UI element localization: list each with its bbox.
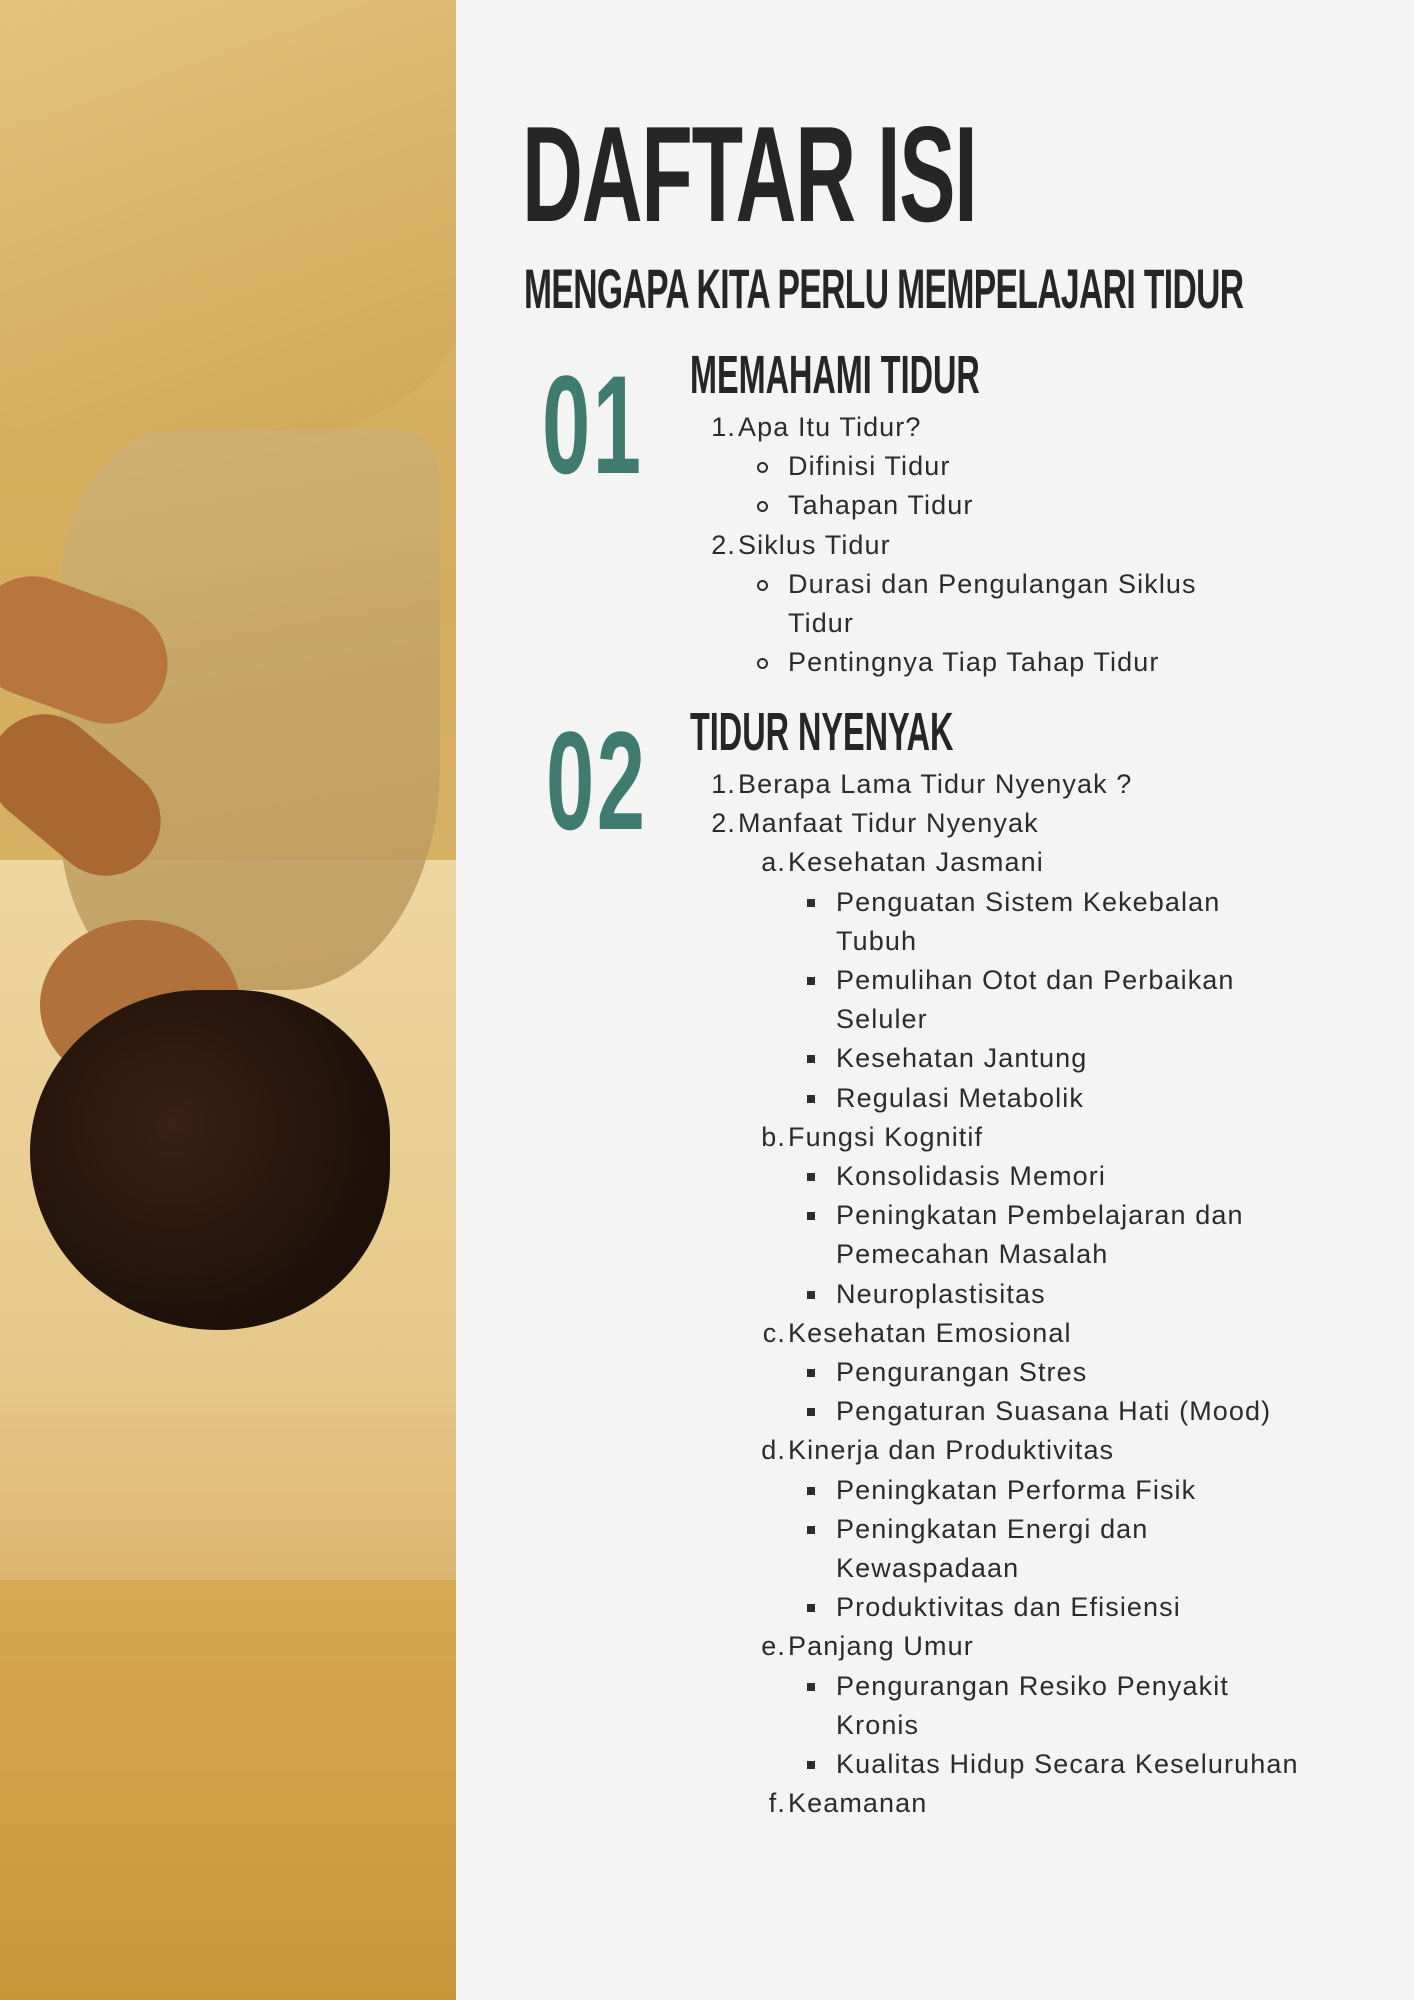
list-item[interactable]	[0, 408, 1414, 447]
square-bullet-icon	[807, 1369, 815, 1377]
blanket-shape	[0, 0, 456, 440]
list-item-label: Kesehatan Jasmani	[788, 847, 1044, 878]
list-marker: 1.	[711, 412, 736, 442]
list-item[interactable]	[0, 1196, 1414, 1274]
list-item[interactable]	[0, 1353, 1414, 1392]
list-item-label: Produktivitas dan Efisiensi	[836, 1592, 1181, 1623]
list-item[interactable]	[0, 1275, 1414, 1314]
list-item[interactable]	[0, 447, 1414, 486]
list-item[interactable]	[0, 804, 1414, 843]
list-item[interactable]	[0, 643, 1414, 682]
list-item-label: Panjang Umur	[788, 1631, 974, 1662]
list-item-label: Kualitas Hidup Secara Keseluruhan	[836, 1749, 1299, 1780]
list-item-label: Tahapan Tidur	[788, 490, 974, 521]
list-item-label: Difinisi Tidur	[788, 451, 951, 482]
list-item-label: Pemulihan Otot dan Perbaikan Seluler	[836, 965, 1235, 1035]
square-bullet-icon	[807, 1683, 815, 1691]
list-item[interactable]	[0, 1667, 1414, 1745]
list-item[interactable]	[0, 1039, 1414, 1078]
list-item[interactable]	[0, 961, 1414, 1039]
list-item-label: Durasi dan Pengulangan Siklus Tidur	[788, 568, 1197, 639]
section-2-list	[0, 765, 1414, 1823]
list-item[interactable]	[0, 1079, 1414, 1118]
section-title: TIDUR NYENYAK	[690, 702, 954, 762]
list-marker: a.	[761, 847, 786, 878]
list-item[interactable]	[0, 1745, 1414, 1784]
list-item[interactable]	[0, 1431, 1414, 1470]
list-marker: f.	[768, 1788, 786, 1819]
list-item[interactable]	[0, 1157, 1414, 1196]
list-marker: c.	[762, 1317, 786, 1348]
list-item-label: Apa Itu Tidur?	[738, 412, 922, 442]
section-title: MEMAHAMI TIDUR	[690, 345, 980, 405]
list-item-label: Neuroplastisitas	[836, 1278, 1046, 1309]
list-item-label: Siklus Tidur	[738, 529, 891, 560]
list-item[interactable]	[0, 883, 1414, 961]
square-bullet-icon	[807, 1055, 815, 1063]
list-item-label: Kinerja dan Produktivitas	[788, 1435, 1115, 1466]
list-item[interactable]	[0, 765, 1414, 804]
list-item-label: Peningkatan Energi dan Kewaspadaan	[836, 1513, 1149, 1584]
square-bullet-icon	[807, 1291, 815, 1299]
square-bullet-icon	[807, 1408, 815, 1416]
list-item-label: Pentingnya Tiap Tahap Tidur	[788, 647, 1160, 678]
circle-bullet-icon	[757, 462, 768, 473]
list-marker: 2.	[711, 808, 736, 839]
list-item[interactable]	[0, 1392, 1414, 1431]
square-bullet-icon	[807, 899, 815, 907]
list-item[interactable]	[0, 1588, 1414, 1627]
list-marker: d.	[761, 1435, 786, 1466]
list-marker: e.	[761, 1631, 786, 1662]
list-item-label: Pengurangan Stres	[836, 1357, 1088, 1388]
list-item-label: Konsolidasis Memori	[836, 1161, 1106, 1192]
list-item[interactable]	[0, 1314, 1414, 1353]
list-item-label: Penguatan Sistem Kekebalan Tubuh	[836, 886, 1221, 956]
list-item[interactable]	[0, 486, 1414, 525]
square-bullet-icon	[807, 1761, 815, 1769]
list-item[interactable]	[0, 1471, 1414, 1510]
list-item-label: Peningkatan Pembelajaran dan Pemecahan Masalah	[836, 1200, 1244, 1270]
section-number: 01	[542, 346, 644, 503]
list-item-label: Regulasi Metabolik	[836, 1082, 1084, 1113]
list-item[interactable]	[0, 1510, 1414, 1588]
square-bullet-icon	[807, 1487, 815, 1495]
circle-bullet-icon	[757, 658, 768, 669]
list-item-label: Keamanan	[788, 1788, 928, 1819]
list-item-label: Pengaturan Suasana Hati (Mood)	[836, 1396, 1272, 1427]
section-1-list	[0, 408, 1414, 682]
circle-bullet-icon	[757, 501, 768, 512]
list-marker: 2.	[711, 529, 736, 560]
list-item-label: Fungsi Kognitif	[788, 1121, 984, 1152]
list-item[interactable]	[0, 1118, 1414, 1157]
square-bullet-icon	[807, 1604, 815, 1612]
list-item-label: Berapa Lama Tidur Nyenyak ?	[738, 769, 1133, 799]
square-bullet-icon	[807, 1173, 815, 1181]
list-marker: b.	[761, 1121, 786, 1152]
list-item-label: Manfaat Tidur Nyenyak	[738, 808, 1039, 839]
page-subtitle: MENGAPA KITA PERLU MEMPELAJARI TIDUR	[524, 257, 1244, 320]
list-marker: 1.	[711, 769, 736, 799]
square-bullet-icon	[807, 1526, 815, 1534]
square-bullet-icon	[807, 1212, 815, 1220]
section-number: 02	[546, 702, 648, 859]
list-item-label: Kesehatan Emosional	[788, 1317, 1072, 1348]
list-item-label: Kesehatan Jantung	[836, 1043, 1088, 1074]
list-item[interactable]	[0, 565, 1414, 643]
square-bullet-icon	[807, 977, 815, 985]
list-item-label: Pengurangan Resiko Penyakit Kronis	[836, 1670, 1229, 1740]
circle-bullet-icon	[757, 580, 768, 591]
list-item[interactable]	[0, 526, 1414, 565]
list-item[interactable]	[0, 1784, 1414, 1823]
square-bullet-icon	[807, 1095, 815, 1103]
list-item[interactable]	[0, 843, 1414, 882]
page-title: DAFTAR ISI	[522, 98, 977, 250]
list-item[interactable]	[0, 1627, 1414, 1666]
list-item-label: Peningkatan Performa Fisik	[836, 1474, 1197, 1505]
